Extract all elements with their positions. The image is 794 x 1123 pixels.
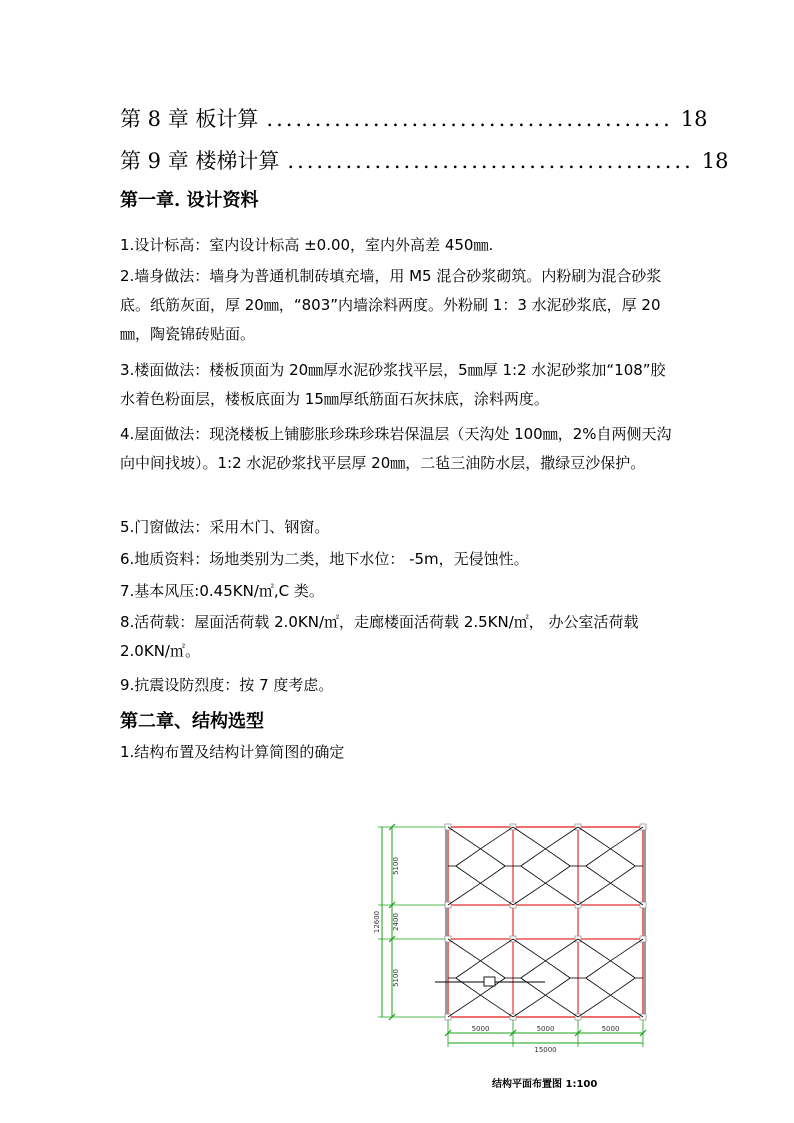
slab-yield-line [546,978,571,995]
paragraph-geology: 6.地质资料：场地类别为二类，地下水位： -5m，无侵蚀性。 [120,550,529,568]
slab-yield-line [611,995,644,1017]
slab-yield-line [481,995,514,1017]
slab-yield-line [546,849,571,866]
dimension-label-left: 5100 [392,857,400,875]
slab-yield-line [448,827,481,849]
slab-yield-line [448,995,481,1017]
toc-entry-chapter-9[interactable] [120,146,729,176]
slab-yield-line [481,883,514,905]
slab-yield-line [521,866,546,883]
slab-yield-line [578,995,611,1017]
dimension-label-left: 5100 [392,969,400,987]
slab-yield-line [481,939,514,961]
slab-yield-line [611,883,644,905]
slab-yield-line [611,849,636,866]
slab-yield-line [578,827,611,849]
slab-yield-line [456,961,481,978]
toc-page-number: 18 [701,149,729,173]
slab-yield-line [456,849,481,866]
paragraph-live-load: 8.活荷载：屋面活荷载 2.0KN/㎡，走廊楼面活荷载 2.5KN/㎡， 办公室活荷载 2.0KN/㎡。 [120,613,639,660]
dimension-lines [378,824,646,1047]
slab-yield-line [448,883,481,905]
dimension-label-bottom: 5000 [536,1025,555,1033]
section-structure-layout: 1.结构布置及结构计算简图的确定 [120,743,345,761]
section-cut-marker [484,977,495,986]
paragraph-doors-windows: 5.门窗做法：采用木门、钢窗。 [120,518,330,536]
slab-yield-line [578,939,611,961]
chapter-2-title: 第二章、结构选型 [120,711,264,732]
structural-plan-figure [360,815,660,1065]
dimension-labels [373,857,619,1054]
slab-yield-line [521,961,546,978]
dimension-label-bottom: 5000 [471,1025,490,1033]
paragraph-wind-pressure: 7.基本风压:0.45KN/㎡,C 类。 [120,582,324,600]
slab-yield-line [513,939,546,961]
toc-leader-dots: .......................................... [287,149,694,173]
chapter-1-title: 第一章. 设计资料 [120,190,259,211]
slab-yield-line [546,961,571,978]
plan-outer-frame [448,827,643,1017]
slab-yield-line [611,866,636,883]
slab-yield-line [611,961,636,978]
slab-yield-line [586,978,611,995]
slab-yield-line [546,939,579,961]
toc-label: 第 9 章 楼梯计算 [120,149,280,173]
dimension-label-bottom-total: 15000 [534,1046,557,1054]
slab-yield-line [481,866,506,883]
slab-yield-line [578,883,611,905]
paragraph-roof: 4.屋面做法：现浇楼板上铺膨胀珍珠珍珠岩保温层（天沟处 100㎜，2%自两侧天沟向中间找坡）。1:2 水泥砂浆找平层厚 20㎜，二毡三油防水层，撒绿豆沙保护。 [120,425,672,472]
slab-yield-line [611,939,644,961]
toc-leader-dots: .......................................... [266,107,673,131]
slab-yield-line [456,866,481,883]
slab-yield-line [586,961,611,978]
slab-yield-line [521,978,546,995]
slab-yield-line [546,883,579,905]
slab-yield-line [448,939,481,961]
slab-yield-line [481,961,506,978]
slab-yield-line [481,827,514,849]
slab-yield-line [611,978,636,995]
paragraph-wall: 2.墙身做法：墙身为普通机制砖填充墙，用 M5 混合砂浆砌筑。内粉刷为混合砂浆底。纸筋灰面，厚 20㎜，“803”内墙涂料两度。外粉刷 1：3 水泥砂浆底，厚 20㎜，陶瓷锦砖贴面。 [120,267,662,343]
slab-yield-line [546,866,571,883]
slab-yield-line [513,827,546,849]
slab-yield-line [586,849,611,866]
toc-page-number: 18 [680,107,708,131]
paragraph-floor: 3.楼面做法：楼板顶面为 20㎜厚水泥砂浆找平层，5㎜厚 1:2 水泥砂浆加“108”胶水着色粉面层，楼板底面为 15㎜厚纸筋面石灰抹底，涂料两度。 [120,361,666,408]
dimension-label-left: 2400 [392,913,400,931]
figure-caption: 结构平面布置图 1:100 [492,1079,598,1090]
slab-yield-line [481,849,506,866]
slab-yield-line [456,978,481,995]
slab-yield-line [546,995,579,1017]
slab-yield-line [611,827,644,849]
paragraph-seismic: 9.抗震设防烈度：按 7 度考虑。 [120,676,334,694]
plan-grid [445,824,646,1020]
toc-label: 第 8 章 板计算 [120,107,259,131]
slab-yield-line [521,849,546,866]
slab-yield-line [513,883,546,905]
slab-yield-line [513,995,546,1017]
toc-entry-chapter-8[interactable] [120,104,708,134]
dimension-label-bottom: 5000 [601,1025,620,1033]
paragraph-design-elevation: 1.设计标高：室内设计标高 ±0.00，室内外高差 450㎜. [120,236,494,254]
slab-yield-line [586,866,611,883]
slab-yield-lines [435,827,643,1017]
dimension-label-left-total: 12600 [373,910,381,934]
slab-yield-line [546,827,579,849]
